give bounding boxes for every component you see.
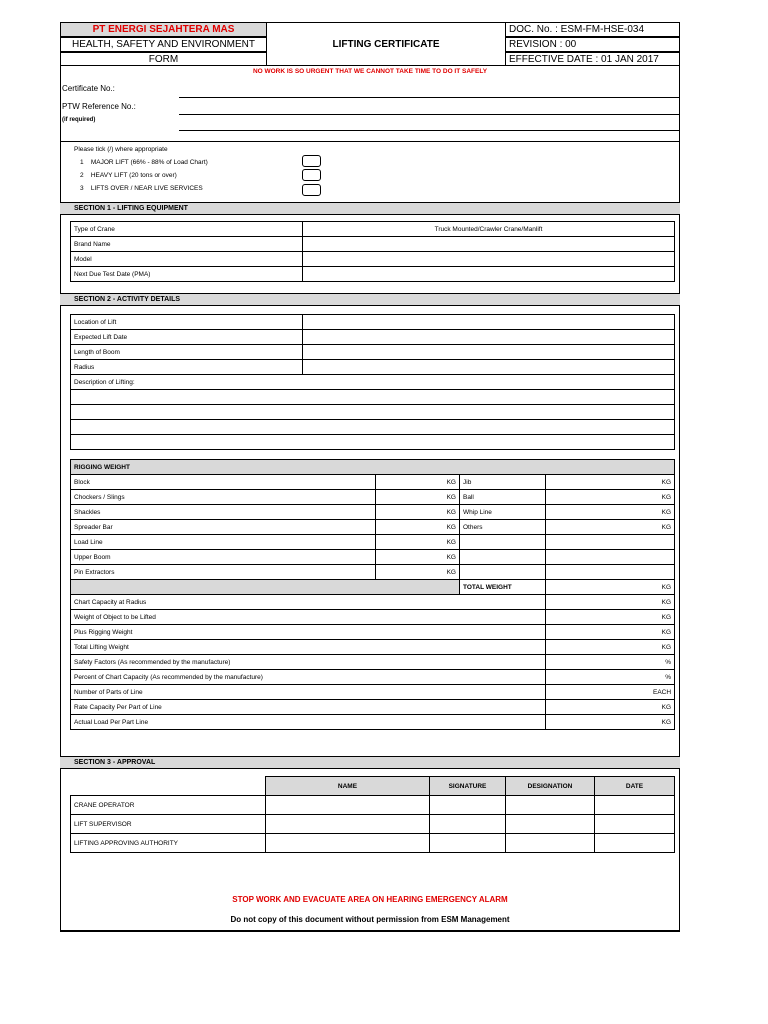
table-row bbox=[71, 315, 675, 330]
table-row bbox=[71, 655, 675, 670]
table-row bbox=[71, 640, 675, 655]
rigging-empty bbox=[460, 535, 546, 550]
copy-notice: Do not copy of this document without permission from ESM Management bbox=[230, 915, 510, 924]
table-row bbox=[71, 460, 675, 475]
equipment-value[interactable] bbox=[303, 252, 675, 267]
approval-name-cell[interactable] bbox=[266, 834, 430, 853]
major-lift-checkbox[interactable] bbox=[302, 155, 321, 167]
rigging-empty bbox=[546, 550, 675, 565]
table-row bbox=[71, 267, 675, 282]
heavy-lift-checkbox[interactable] bbox=[302, 169, 321, 181]
effective-date: EFFECTIVE DATE : 01 JAN 2017 bbox=[509, 53, 659, 65]
lifting-equipment-table bbox=[70, 221, 675, 282]
tick-option-1-num: 1 bbox=[80, 159, 84, 166]
divider bbox=[60, 141, 680, 142]
approval-header: DESIGNATION bbox=[506, 777, 595, 796]
table-row bbox=[71, 625, 675, 640]
rigging-unit[interactable]: KG bbox=[376, 490, 460, 505]
capacity-unit[interactable]: KG bbox=[546, 640, 675, 655]
if-required-note: (if required) bbox=[62, 117, 96, 123]
revision: REVISION : 00 bbox=[509, 39, 577, 50]
activity-label: Location of Lift bbox=[71, 315, 303, 330]
table-row bbox=[71, 610, 675, 625]
table-row bbox=[71, 535, 675, 550]
doc-no-cell bbox=[505, 22, 680, 37]
table-row bbox=[71, 550, 675, 565]
table-row bbox=[71, 360, 675, 375]
table-row bbox=[71, 670, 675, 685]
tick-option-1-label: MAJOR LIFT (66% - 88% of Load Chart) bbox=[90, 159, 208, 166]
capacity-label: Rate Capacity Per Part of Line bbox=[71, 700, 546, 715]
rigging-unit[interactable]: KG bbox=[376, 520, 460, 535]
capacity-label: Chart Capacity at Radius bbox=[71, 595, 546, 610]
capacity-label: Weight of Object to be Lifted bbox=[71, 610, 546, 625]
table-row bbox=[71, 237, 675, 252]
tick-option-1 bbox=[80, 159, 208, 166]
capacity-label: Number of Parts of Line bbox=[71, 685, 546, 700]
table-row bbox=[71, 375, 675, 390]
live-services-checkbox[interactable] bbox=[302, 184, 321, 196]
table-row bbox=[71, 222, 675, 237]
rigging-unit[interactable]: KG bbox=[376, 535, 460, 550]
capacity-label: Plus Rigging Weight bbox=[71, 625, 546, 640]
section-2-header: SECTION 2 - ACTIVITY DETAILS bbox=[60, 293, 680, 306]
table-row bbox=[71, 777, 675, 796]
form-label: FORM bbox=[148, 53, 179, 65]
capacity-unit[interactable]: EACH bbox=[546, 685, 675, 700]
tick-option-3-num: 3 bbox=[80, 185, 84, 192]
rigging-unit[interactable]: KG bbox=[376, 505, 460, 520]
table-row bbox=[71, 565, 675, 580]
equipment-value[interactable]: Truck Mounted/Crawler Crane/Manlift bbox=[303, 222, 675, 237]
equipment-value[interactable] bbox=[303, 237, 675, 252]
approval-table bbox=[70, 776, 675, 853]
total-weight-shade bbox=[71, 580, 460, 595]
doc-number: DOC. No. : ESM-FM-HSE-034 bbox=[509, 24, 645, 35]
ptw-ref-line-2[interactable] bbox=[179, 130, 680, 131]
rigging-label: Spreader Bar bbox=[71, 520, 376, 535]
department-name: HEALTH, SAFETY AND ENVIRONMENT bbox=[72, 39, 255, 50]
table-row bbox=[71, 475, 675, 490]
tick-option-3 bbox=[80, 185, 203, 192]
approval-header: DATE bbox=[595, 777, 675, 796]
rigging-unit[interactable]: KG bbox=[546, 505, 675, 520]
activity-label: Radius bbox=[71, 360, 303, 375]
table-row bbox=[71, 405, 675, 420]
table-row bbox=[71, 685, 675, 700]
rigging-label: Ball bbox=[460, 490, 546, 505]
approval-header: SIGNATURE bbox=[430, 777, 506, 796]
activity-details-table bbox=[70, 314, 675, 450]
table-row bbox=[71, 330, 675, 345]
ptw-ref-line[interactable] bbox=[179, 114, 680, 115]
equipment-label: Brand Name bbox=[71, 237, 303, 252]
table-row bbox=[71, 420, 675, 435]
tick-option-3-label: LIFTS OVER / NEAR LIVE SERVICES bbox=[90, 185, 203, 192]
approval-corner bbox=[71, 777, 266, 796]
table-row bbox=[71, 834, 675, 853]
tick-instruction: Please tick (/) where appropriate bbox=[74, 146, 168, 153]
activity-value[interactable] bbox=[303, 360, 675, 375]
table-row bbox=[71, 796, 675, 815]
table-row bbox=[71, 252, 675, 267]
rigging-label: Load Line bbox=[71, 535, 376, 550]
rigging-weight-table bbox=[70, 459, 675, 730]
effective-date-cell bbox=[505, 52, 680, 66]
approval-designation-cell[interactable] bbox=[506, 796, 595, 815]
activity-label: Length of Boom bbox=[71, 345, 303, 360]
document-title: LIFTING CERTIFICATE bbox=[332, 38, 440, 50]
rigging-unit[interactable]: KG bbox=[376, 550, 460, 565]
rigging-unit[interactable]: KG bbox=[546, 520, 675, 535]
equipment-value[interactable] bbox=[303, 267, 675, 282]
capacity-label: Total Lifting Weight bbox=[71, 640, 546, 655]
rigging-empty bbox=[546, 535, 675, 550]
capacity-label: Safety Factors (As recommended by the manufacture) bbox=[71, 655, 546, 670]
approval-signature-cell[interactable] bbox=[430, 796, 506, 815]
rigging-label: Pin Extractors bbox=[71, 565, 376, 580]
company-name: PT ENERGI SEJAHTERA MAS bbox=[92, 24, 235, 35]
rigging-unit[interactable]: KG bbox=[376, 565, 460, 580]
approval-signature-cell[interactable] bbox=[430, 834, 506, 853]
capacity-unit[interactable]: KG bbox=[546, 700, 675, 715]
ptw-ref-label: PTW Reference No.: bbox=[62, 102, 136, 111]
table-row bbox=[71, 520, 675, 535]
approval-date-cell[interactable] bbox=[595, 815, 675, 834]
rigging-label: Shackles bbox=[71, 505, 376, 520]
capacity-unit[interactable]: KG bbox=[546, 715, 675, 730]
rigging-label: Upper Boom bbox=[71, 550, 376, 565]
company-name-cell bbox=[60, 22, 267, 37]
certificate-no-line[interactable] bbox=[179, 97, 680, 98]
capacity-label: Actual Load Per Part Line bbox=[71, 715, 546, 730]
approval-name-cell[interactable] bbox=[266, 796, 430, 815]
approval-role: LIFTING APPROVING AUTHORITY bbox=[71, 834, 266, 853]
table-row bbox=[71, 345, 675, 360]
rigging-unit[interactable]: KG bbox=[546, 475, 675, 490]
approval-role: LIFT SUPERVISOR bbox=[71, 815, 266, 834]
approval-date-cell[interactable] bbox=[595, 834, 675, 853]
table-row bbox=[71, 580, 675, 595]
description-line[interactable] bbox=[71, 405, 675, 420]
tick-option-2-label: HEAVY LIFT (20 tons or over) bbox=[90, 172, 177, 179]
approval-header: NAME bbox=[266, 777, 430, 796]
title-cell bbox=[266, 22, 506, 66]
rigging-label: Whip Line bbox=[460, 505, 546, 520]
form-cell bbox=[60, 52, 267, 66]
tick-option-2-num: 2 bbox=[80, 172, 84, 179]
table-row bbox=[71, 815, 675, 834]
capacity-label: Percent of Chart Capacity (As recommended by the manufacture) bbox=[71, 670, 546, 685]
revision-cell bbox=[505, 37, 680, 52]
table-row bbox=[71, 490, 675, 505]
approval-signature-cell[interactable] bbox=[430, 815, 506, 834]
equipment-label: Type of Crane bbox=[71, 222, 303, 237]
description-label: Description of Lifting: bbox=[71, 375, 675, 390]
activity-value[interactable] bbox=[303, 345, 675, 360]
approval-date-cell[interactable] bbox=[595, 796, 675, 815]
rigging-empty bbox=[460, 550, 546, 565]
emergency-alarm-notice: STOP WORK AND EVACUATE AREA ON HEARING EMERGENCY ALARM bbox=[232, 895, 508, 904]
dept-cell bbox=[60, 37, 267, 52]
capacity-unit[interactable]: KG bbox=[546, 595, 675, 610]
safety-slogan: NO WORK IS SO URGENT THAT WE CANNOT TAKE TIME TO DO IT SAFELY bbox=[252, 68, 488, 75]
rigging-label: Others bbox=[460, 520, 546, 535]
equipment-label: Model bbox=[71, 252, 303, 267]
rigging-weight-header: RIGGING WEIGHT bbox=[71, 460, 675, 475]
rigging-label: Chockers / Slings bbox=[71, 490, 376, 505]
activity-value[interactable] bbox=[303, 330, 675, 345]
approval-designation-cell[interactable] bbox=[506, 834, 595, 853]
table-row bbox=[71, 505, 675, 520]
section-3-header: SECTION 3 - APPROVAL bbox=[60, 756, 680, 769]
equipment-label: Next Due Test Date (PMA) bbox=[71, 267, 303, 282]
table-row bbox=[71, 435, 675, 450]
activity-value[interactable] bbox=[303, 315, 675, 330]
approval-role: CRANE OPERATOR bbox=[71, 796, 266, 815]
capacity-unit[interactable]: KG bbox=[546, 625, 675, 640]
rigging-empty bbox=[460, 565, 546, 580]
rigging-unit[interactable]: KG bbox=[376, 475, 460, 490]
description-line[interactable] bbox=[71, 420, 675, 435]
capacity-unit[interactable]: % bbox=[546, 670, 675, 685]
total-weight-unit[interactable]: KG bbox=[546, 580, 675, 595]
section-1-header: SECTION 1 - LIFTING EQUIPMENT bbox=[60, 202, 680, 215]
total-weight-label: TOTAL WEIGHT bbox=[460, 580, 546, 595]
rigging-label: Jib bbox=[460, 475, 546, 490]
description-line[interactable] bbox=[71, 390, 675, 405]
approval-name-cell[interactable] bbox=[266, 815, 430, 834]
rigging-label: Block bbox=[71, 475, 376, 490]
capacity-unit[interactable]: KG bbox=[546, 610, 675, 625]
table-row bbox=[71, 715, 675, 730]
table-row bbox=[71, 700, 675, 715]
table-row bbox=[71, 595, 675, 610]
tick-option-2 bbox=[80, 172, 177, 179]
rigging-empty bbox=[546, 565, 675, 580]
capacity-unit[interactable]: % bbox=[546, 655, 675, 670]
table-row bbox=[71, 390, 675, 405]
rigging-unit[interactable]: KG bbox=[546, 490, 675, 505]
certificate-no-label: Certificate No.: bbox=[62, 84, 115, 93]
activity-label: Expected Lift Date bbox=[71, 330, 303, 345]
approval-designation-cell[interactable] bbox=[506, 815, 595, 834]
description-line[interactable] bbox=[71, 435, 675, 450]
